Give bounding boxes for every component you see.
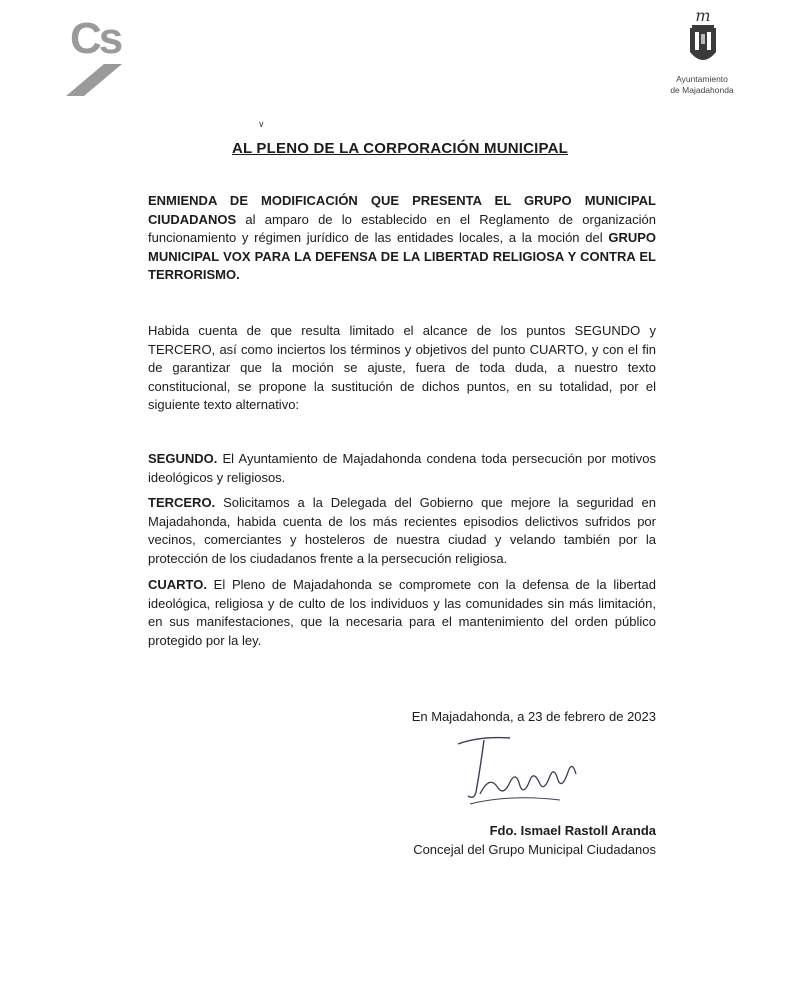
signer-name: Fdo. Ismael Rastoll Aranda (489, 823, 656, 838)
point-text: El Ayuntamiento de Majadahonda condena toda persecución por motivos ideológicos y religiosos. (148, 451, 656, 485)
point-text: Solicitamos a la Delegada del Gobierno que mejore la seguridad en Majadahonda, habida cuenta de los más recientes episodios delictivos sufridos por vecinos, comerciantes y hosteleros de nuestra ciudad y velando también por la protección de los ciudadanos frente a la persecución religiosa. (148, 495, 656, 566)
crest-caption-line1: Ayuntamiento (676, 74, 728, 84)
point-label: CUARTO. (148, 577, 207, 592)
place-date: En Majadahonda, a 23 de febrero de 2023 (411, 709, 656, 724)
crest-mark: m (695, 8, 711, 25)
scan-mark: ∨ (258, 119, 265, 129)
intro-bold-tail: GRUPO MUNICIPAL VOX PARA LA DEFENSA DE LA LIBERTAD RELIGIOSA Y CONTRA EL TERRORISMO. (148, 230, 656, 283)
handwritten-signature (450, 730, 590, 822)
ciudadanos-swoosh-icon (64, 60, 124, 98)
intro-bold-lead: ENMIENDA DE MODIFICACIÓN QUE PRESENTA EL GRUPO MUNICIPAL CIUDADANOS (148, 193, 656, 227)
crest-caption (662, 74, 742, 96)
document-title: AL PLENO DE LA CORPORACIÓN MUNICIPAL (231, 140, 569, 157)
intro-paragraph (148, 192, 656, 285)
crest-icon (686, 8, 720, 70)
crest-caption-line2: de Majadahonda (670, 85, 734, 95)
point-cuarto (148, 576, 656, 650)
intro-text: al amparo de lo establecido en el Reglamento de organización funcionamiento y régimen jurídico de las entidades locales, a la moción del (148, 211, 656, 246)
point-tercero (148, 494, 656, 568)
point-segundo (148, 450, 656, 487)
majadahonda-crest (662, 8, 742, 100)
signer-block (413, 821, 656, 859)
point-label: SEGUNDO. (148, 451, 218, 466)
main-paragraph: Habida cuenta de que resulta limitado el alcance de los puntos SEGUNDO y TERCERO, así como inciertos los términos y objetivos del punto CUARTO, y con el fin de garantizar que la moción se ajuste, fuera de toda duda, a nuestro texto constitucional, se propone la sustitución de dichos puntos, en su totalidad, por el siguiente texto alternativo: (148, 323, 656, 413)
ciudadanos-logo (64, 12, 144, 92)
point-label: TERCERO. (148, 495, 216, 510)
point-text: El Pleno de Majadahonda se compromete con la defensa de la libertad ideológica, religiosa y de culto de los individuos y las comunidades sin más limitación, en sus manifestaciones, que la necesaria para el mantenimiento del orden público protegido por la ley. (148, 577, 656, 648)
ciudadanos-logo-text: Cs (70, 14, 121, 63)
signer-role: Concejal del Grupo Municipal Ciudadanos (413, 842, 656, 857)
